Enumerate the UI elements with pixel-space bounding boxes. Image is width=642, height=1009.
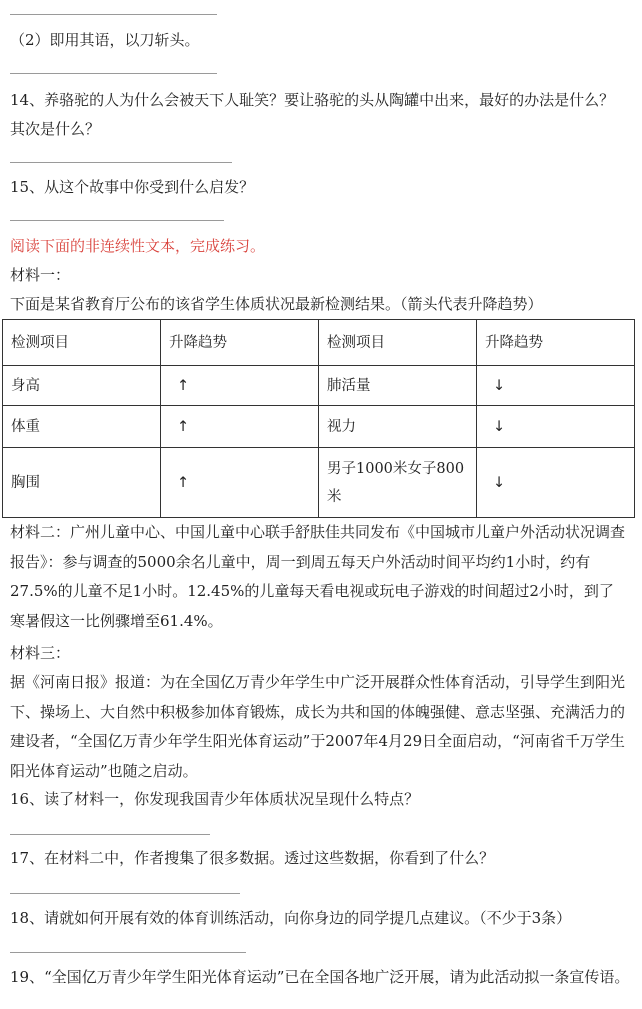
up-arrow-icon: ↑ [161,366,319,406]
down-arrow-icon: ↓ [477,366,635,406]
question-14-continued: 其次是什么？ [10,120,101,138]
reading-instruction: 阅读下面的非连续性文本，完成练习。 [10,237,266,255]
table-header: 检测项目 [3,320,161,366]
question-17: 17、在材料二中，作者搜集了很多数据。透过这些数据，你看到了什么？ [10,849,495,867]
down-arrow-icon: ↓ [477,406,635,448]
table-row [3,406,635,448]
answer-line [10,14,217,15]
table-cell: 视力 [319,406,477,448]
question-19: 19、“全国亿万青少年学生阳光体育运动”已在全国各地广泛开展，请为此活动拟一条宣传语。 [10,968,630,986]
material-1-intro: 下面是某省教育厅公布的该省学生体质状况最新检测结果。（箭头代表升降趋势） [10,295,543,313]
table-row [3,366,635,406]
table-cell: 身高 [3,366,161,406]
question-13-2: （2）即用其语，以刀斩头。 [10,31,200,49]
answer-line [10,893,240,894]
question-18: 18、请就如何开展有效的体育训练活动，向你身边的同学提几点建议。（不少于3条） [10,909,572,927]
question-14: 14、养骆驼的人为什么会被天下人耻笑？要让骆驼的头从陶罐中出来，最好的办法是什么？ [10,91,615,109]
material-3-title: 材料三： [10,644,71,662]
table-row [3,448,635,518]
table-header-row [3,320,635,366]
answer-line [10,220,224,221]
up-arrow-icon: ↑ [161,406,319,448]
up-arrow-icon: ↑ [161,448,319,518]
answer-line [10,73,217,74]
table-cell: 男子1000米女子800米 [319,448,477,518]
table-header: 升降趋势 [161,320,319,366]
material-1-title: 材料一： [10,266,71,284]
table-header: 检测项目 [319,320,477,366]
answer-line [10,834,210,835]
question-15: 15、从这个故事中你受到什么启发？ [10,178,255,196]
fitness-results-table [2,319,635,518]
table-cell: 肺活量 [319,366,477,406]
table-cell: 胸围 [3,448,161,518]
material-3-body: 据《河南日报》报道：为在全国亿万青少年学生中广泛开展群众性体育活动，引导学生到阳光下、操场上、大自然中积极参加体育锻炼，成长为共和国的体魄强健、意志坚强、充满活力的建设者，“全国亿万青少年学生阳光体育运动”于2007年4月29日全面启动，“河南省千万学生阳光体育运动”也随之启动。 [10,673,626,780]
answer-line [10,952,246,953]
table-cell: 体重 [3,406,161,448]
material-2: 材料二：广州儿童中心、中国儿童中心联手舒肤佳共同发布《中国城市儿童户外活动状况调查报告》：参与调查的5000余名儿童中，周一到周五每天户外活动时间平均约1小时，约有27.5%的儿童不足1小时。12.45%的儿童每天看电视或玩电子游戏的时间超过2小时，到了寒暑假这一比例骤增至61.4%。 [10,523,626,630]
down-arrow-icon: ↓ [477,448,635,518]
question-16: 16、读了材料一，你发现我国青少年体质状况呈现什么特点？ [10,790,420,808]
answer-line [10,162,232,163]
table-header: 升降趋势 [477,320,635,366]
